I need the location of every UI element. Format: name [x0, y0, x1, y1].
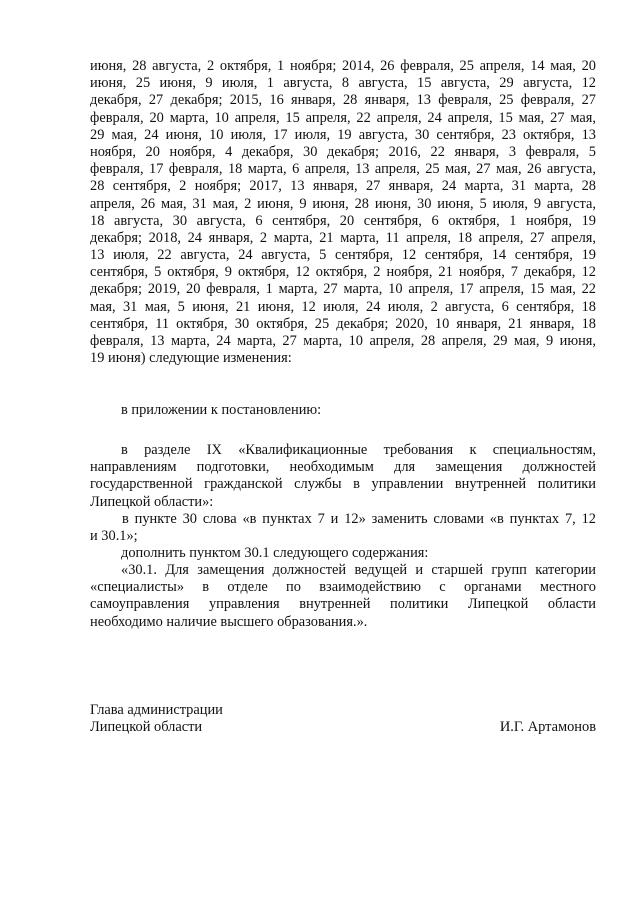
paragraph-line: и 30.1»; — [90, 528, 138, 545]
paragraph-line: «специалисты» в отделе по взаимодействию с органами местного — [90, 579, 596, 596]
paragraph-line: декабря; 2018, 24 января, 2 марта, 21 марта, 11 апреля, 18 апреля, 27 апреля, — [90, 229, 596, 246]
paragraph-line: декабря; 2019, 20 февраля, 1 марта, 27 марта, 10 апреля, 17 апреля, 15 мая, 22 — [90, 281, 596, 298]
point30-paragraph — [90, 511, 596, 545]
paragraph-line: февраля, 20 марта, 10 апреля, 15 апреля, 22 апреля, 24 апреля, 15 мая, 27 мая, — [90, 109, 596, 126]
paragraph-line: декабря, 27 декабря; 2015, 16 января, 28 января, 13 февраля, 25 февраля, 27 — [90, 92, 596, 109]
paragraph-line: февраля, 13 марта, 24 марта, 27 марта, 10 апреля, 28 апреля, 29 мая, 9 июня, — [90, 333, 596, 349]
signature-title-line1: Глава администрации — [90, 702, 223, 718]
paragraph-line: июня, 25 июня, 9 июля, 1 августа, 8 августа, 15 августа, 29 августа, 12 — [90, 75, 596, 92]
paragraph-line: 13 июля, 22 августа, 24 августа, 5 сентября, 12 сентября, 14 сентября, 19 — [90, 247, 596, 264]
signature-title-line2: Липецкой области — [90, 719, 203, 735]
dates-paragraph — [90, 58, 596, 367]
paragraph-line: в пункте 30 слова «в пунктах 7 и 12» заменить словами «в пунктах 7, 12 — [122, 511, 596, 527]
paragraph-line: направлениям подготовки, необходимым для замещения должностей — [90, 459, 596, 476]
appendix-line: в приложении к постановлению: — [121, 402, 322, 418]
point301-paragraph — [90, 562, 596, 631]
paragraph-line: июня, 28 августа, 2 октября, 1 ноября; 2014, 26 февраля, 25 апреля, 14 мая, 20 — [90, 58, 596, 74]
paragraph-line: Липецкой области»: — [90, 493, 214, 510]
paragraph-line: «30.1. Для замещения должностей ведущей и старшей групп категории — [121, 562, 596, 578]
paragraph-line: 28 сентября, 2 ноября; 2017, 13 января, 27 января, 24 марта, 31 марта, 28 — [90, 178, 596, 195]
signature-name: И.Г. Артамонов — [499, 719, 596, 735]
paragraph-line: в разделе IX «Квалификационные требования к специальностям, — [121, 442, 596, 458]
section-paragraph — [90, 442, 596, 511]
paragraph-line: 18 августа, 30 августа, 6 сентября, 20 сентября, 6 октября, 1 ноября, 19 — [90, 212, 596, 229]
paragraph-line: государственной гражданской службы в управлении внутренней политики — [90, 476, 596, 493]
paragraph-line: мая, 31 мая, 5 июня, 21 июня, 12 июля, 24 июля, 2 августа, 6 сентября, 18 — [90, 298, 596, 315]
paragraph-line: сентября, 11 октября, 30 октября, 25 декабря; 2020, 10 января, 21 января, 18 — [90, 315, 596, 332]
paragraph-line: февраля, 17 февраля, 18 марта, 6 апреля, 13 апреля, 25 мая, 27 мая, 26 августа, — [90, 161, 596, 178]
paragraph-line: 29 мая, 24 июня, 10 июля, 17 июля, 19 августа, 30 сентября, 23 октября, 13 — [90, 126, 596, 143]
paragraph-line: необходимо наличие высшего образования.». — [90, 613, 368, 630]
paragraph-line: 19 июня) следующие изменения: — [90, 350, 292, 367]
paragraph-line: самоуправления управления внутренней политики Липецкой области — [90, 596, 596, 613]
add-point-line: дополнить пунктом 30.1 следующего содержания: — [121, 545, 429, 561]
paragraph-line: апреля, 26 мая, 31 мая, 2 июня, 9 июня, 28 июня, 30 июня, 5 июля, 9 августа, — [90, 195, 596, 212]
paragraph-line: ноября, 20 ноября, 4 декабря, 30 декабря; 2016, 22 января, 3 февраля, 5 — [90, 143, 596, 160]
paragraph-line: сентября, 5 октября, 9 октября, 12 октября, 2 ноября, 21 ноября, 7 декабря, 12 — [90, 264, 596, 281]
